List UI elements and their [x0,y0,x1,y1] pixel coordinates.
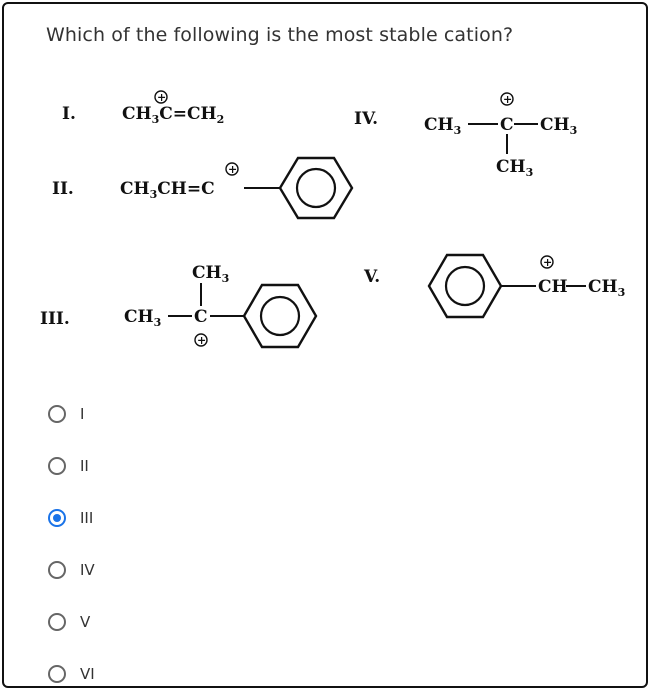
structure-ii-charge: + [228,163,238,176]
structure-ii-benzene [280,158,352,218]
structure-v [363,255,625,317]
structure-i-charge: + [157,91,167,104]
structure-iv-ch3-right: CH [540,115,570,135]
structure-i-ch3: CH [122,104,152,124]
option-ii[interactable] [48,452,89,480]
option-vi[interactable] [48,660,95,688]
structure-ii-carbon: C [201,179,215,199]
option-i-radio[interactable] [48,405,66,423]
svg-text:CH3CH=C: $CH_3CH=C$ [120,179,215,201]
structure-v-ch: CH [538,277,568,297]
structure-i [62,91,224,126]
structure-iii-benzene [244,285,316,347]
structure-ii-ch: CH [157,179,187,199]
structure-i-carbon: C [159,104,173,124]
option-iii-radio[interactable] [48,509,66,527]
question-card [2,2,648,688]
structure-ii-label: II. [52,179,74,199]
structure-iii-charge: + [197,334,207,347]
structure-iv-ch3-left: CH [424,115,454,135]
svg-text:CH3: $CH_3$ [496,157,534,179]
option-v-label: V [80,613,91,631]
structure-ii-benzene-ring [297,169,335,207]
structure-ii [52,158,352,218]
structure-iii-carbon: C [194,307,208,327]
structure-iv-label: IV. [354,109,379,129]
option-iv-radio[interactable] [48,561,66,579]
structure-i-label: I. [62,104,76,124]
svg-text:CH3: $CH_3$ [124,307,162,329]
structure-iii-ch3-top: CH [192,263,222,283]
svg-text:CH3: $CH_3$ [192,263,230,285]
structure-iii-benzene-ring [261,297,299,335]
structure-v-label: V. [364,267,381,287]
option-iv-label: IV [80,561,95,579]
structure-iii-label: III. [40,309,70,329]
structures-figure [4,4,648,384]
option-vi-label: VI [80,665,95,683]
option-v[interactable] [48,608,90,636]
structure-v-benzene-ring [446,267,484,305]
option-i[interactable] [48,400,84,428]
structure-v-ch3: CH [588,277,618,297]
svg-text:CH3: $CH_3$ [588,277,626,299]
option-ii-label: II [80,457,89,475]
svg-text:CH3: $CH_3$ [540,115,578,137]
structure-i-ch2: =CH [172,104,217,124]
question-text: Which of the following is the most stable cation? [46,24,514,46]
structure-iv-charge: + [503,93,513,106]
svg-text:CH3: $CH_3$ [424,115,462,137]
structure-iii-ch3: CH [124,307,154,327]
structure-v-benzene [429,255,501,317]
option-i-label: I [80,405,85,423]
structure-iv [354,93,577,179]
structure-iv-ch3-bottom: CH [496,157,526,177]
option-vi-radio[interactable] [48,665,66,683]
option-ii-radio[interactable] [48,457,66,475]
option-iii[interactable] [48,504,93,532]
option-v-radio[interactable] [48,613,66,631]
structure-iv-carbon: C [500,115,514,135]
structure-ii-ch3: CH [120,179,150,199]
structure-iii [40,263,316,347]
option-iv[interactable] [48,556,95,584]
option-iii-label: III [80,509,94,527]
svg-text:CH3C=CH2: $CH_3C=CH_2$ [122,104,225,126]
structure-v-charge: + [543,256,553,269]
